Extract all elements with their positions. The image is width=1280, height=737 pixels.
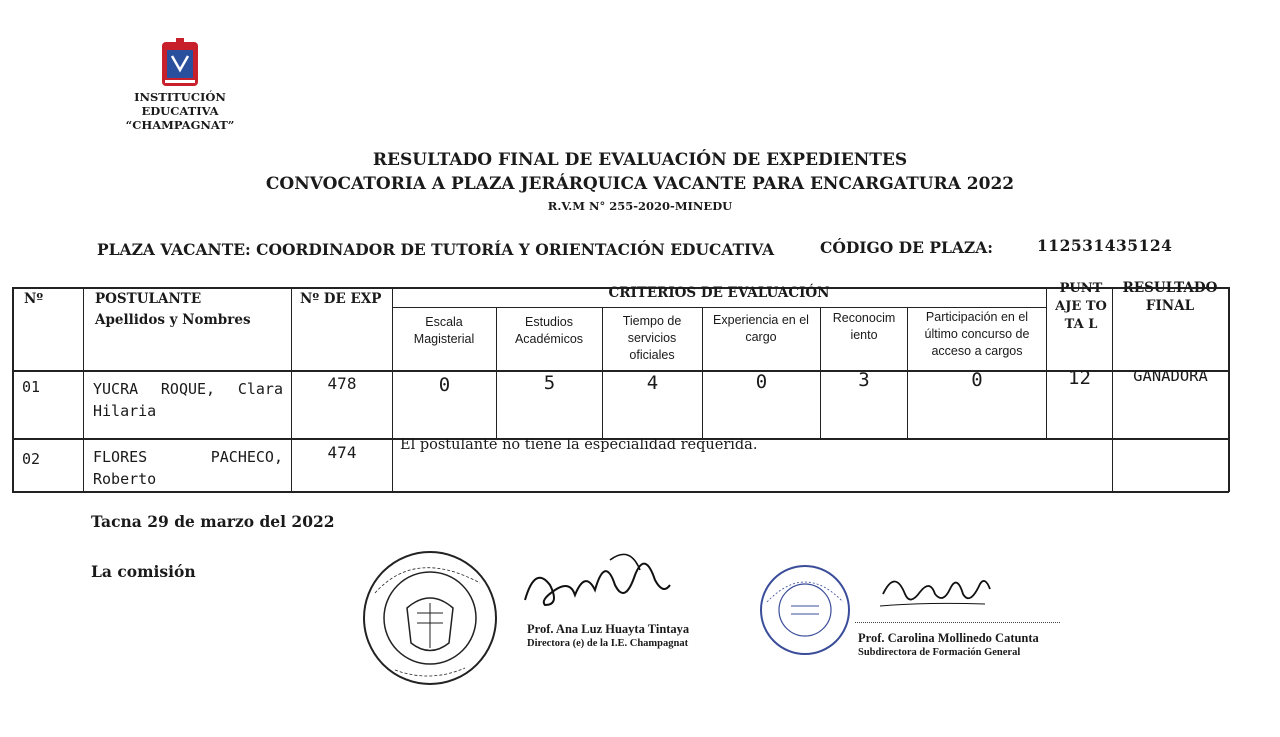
plaza-vacante-label: PLAZA VACANTE: COORDINADOR DE TUTORÍA Y ORIENTACIÓN EDUCATIVA [97, 240, 775, 259]
row-name: FLORES PACHECO, Roberto [93, 448, 283, 488]
table-criteria-divider [392, 307, 1046, 308]
row-num: 01 [22, 378, 41, 396]
criteria-participacion: Participación en el último concurso de acceso a cargos [924, 310, 1030, 358]
signature-name-2: Prof. Carolina Mollinedo Catunta [858, 631, 1039, 645]
score-experiencia: 0 [755, 371, 768, 393]
header-postulante-sub: Apellidos y Nombres [95, 312, 251, 328]
plaza-code-value: 112531435124 [1037, 236, 1173, 255]
row-note: El postulante no tiene la especialidad requerida. [400, 437, 758, 453]
document-subtitle: CONVOCATORIA A PLAZA JERÁRQUICA VACANTE PARA ENCARGATURA 2022 [265, 174, 1015, 194]
header-criterios: CRITERIOS DE EVALUACIÓN [608, 285, 830, 301]
score-total: 12 [1068, 367, 1091, 389]
table-border-left [12, 287, 14, 492]
subdirection-stamp [757, 562, 853, 658]
score-escala: 0 [438, 374, 451, 396]
header-exp: Nº DE EXP [300, 291, 382, 307]
score-participacion: 0 [971, 369, 983, 391]
table-border-bottom [12, 491, 1229, 493]
document-date: Tacna 29 de marzo del 2022 [91, 512, 335, 531]
score-tiempo: 4 [646, 372, 659, 394]
signature-line [855, 622, 1060, 623]
resolution-reference: R.V.M N° 255-2020-MINEDU [547, 199, 733, 213]
signature-role-1: Directora (e) de la I.E. Champagnat [527, 638, 689, 649]
criteria-tiempo: Tiempo de servicios oficiales [622, 314, 682, 362]
institution-name-line2: “CHAMPAGNAT” [125, 118, 235, 132]
signature-role-2: Subdirectora de Formación General [858, 647, 1021, 658]
score-estudios: 5 [543, 372, 556, 394]
document-title: RESULTADO FINAL DE EVALUACIÓN DE EXPEDIENTES [372, 150, 908, 170]
col-divider [1112, 287, 1113, 492]
institution-name-line1: INSTITUCIÓN EDUCATIVA [134, 90, 226, 118]
header-num: Nº [24, 291, 44, 307]
institution-name [104, 90, 256, 132]
table-border-right [1228, 287, 1230, 492]
row-exp: 478 [327, 374, 357, 393]
plaza-code-label: CÓDIGO DE PLAZA: [820, 238, 993, 257]
header-postulante: POSTULANTE [95, 291, 202, 307]
col-divider [83, 287, 84, 492]
result-final: GANADORA [1133, 367, 1208, 385]
signature-subdirector [875, 564, 995, 619]
commission-label: La comisión [91, 562, 196, 581]
col-divider [1046, 287, 1047, 439]
direction-stamp [355, 548, 505, 688]
header-resultado: RESULTADO FINAL [1122, 280, 1218, 314]
criteria-experiencia: Experiencia en el cargo [713, 313, 809, 344]
header-puntaje: PUNT AJE TOTA L [1055, 281, 1107, 332]
score-reconocimiento: 3 [858, 369, 870, 391]
criteria-reconocimiento: Reconocim iento [832, 311, 896, 342]
row-num: 02 [22, 450, 41, 468]
signature-director [515, 545, 675, 625]
criteria-escala: Escala Magisterial [413, 315, 475, 346]
row-exp: 474 [327, 443, 357, 462]
row-name: YUCRA ROQUE, Clara Hilaria [93, 380, 283, 420]
criteria-estudios: Estudios Académicos [514, 315, 584, 346]
signature-name-1: Prof. Ana Luz Huayta Tintaya [527, 622, 690, 636]
institution-logo [160, 38, 200, 88]
